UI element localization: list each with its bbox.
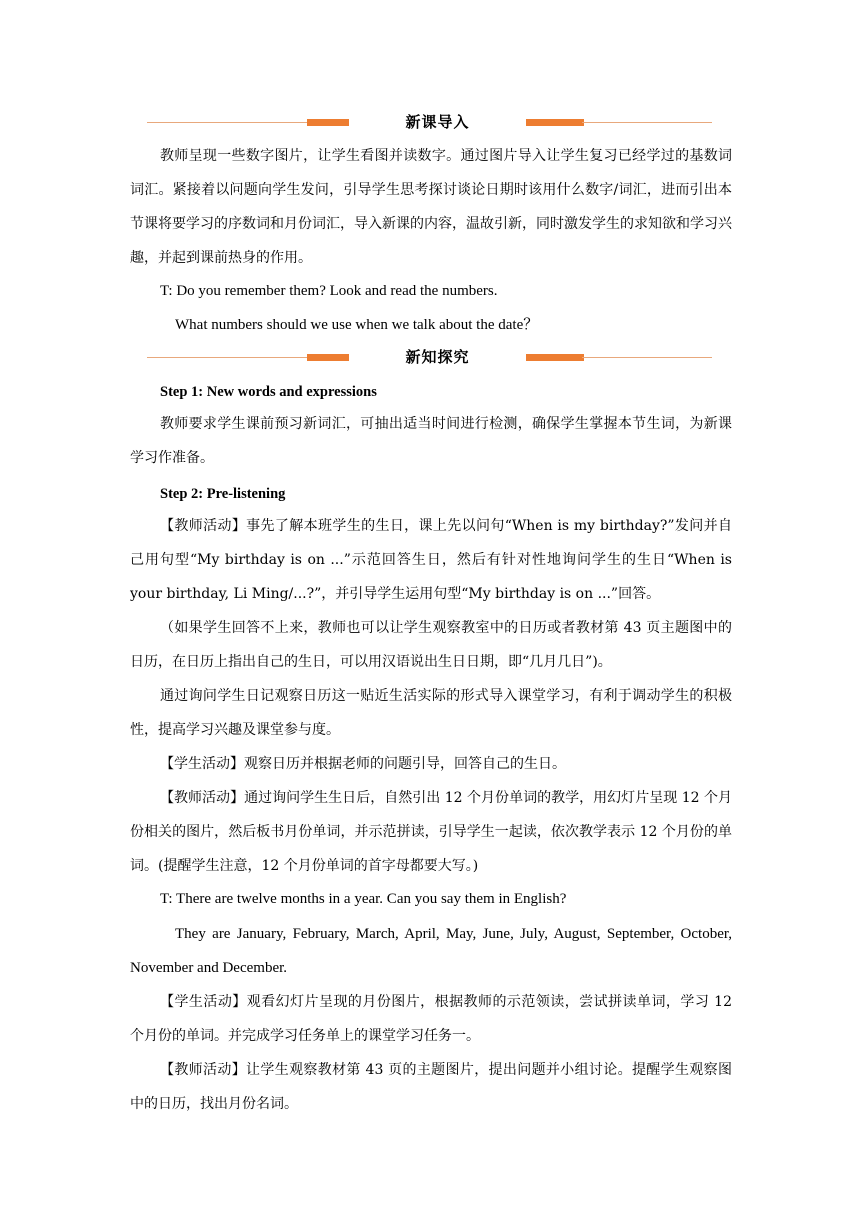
header-rule-right	[582, 122, 712, 123]
header-rule-left	[147, 357, 307, 358]
teacher-activity-2: 【教师活动】通过询问学生生日后，自然引出 12 个月份单词的教学，用幻灯片呈现 12 个月份相关的图片，然后板书月份单词，并示范拼读，引导学生一起读，依次教学表示 12 个月份的单词。(提醒学生注意，12 个月份单词的首字母都要大写。)	[130, 790, 732, 874]
header-accent-bar-right	[526, 354, 584, 361]
header-accent-bar-right	[526, 119, 584, 126]
section-header-explore	[147, 346, 712, 370]
intro-paragraph: 教师呈现一些数字图片，让学生看图并读数字。通过图片导入让学生复习已经学过的基数词词汇。紧接着以问题向学生发问，引导学生思考探讨谈论日期时该用什么数字/词汇，进而引出本节课将要学习的序数词和月份词汇，导入新课的内容，温故引新，同时激发学生的求知欲和学习兴趣，并起到课前热身的作用。	[130, 148, 732, 266]
intro-teacher-line: T: Do you remember them? Look and read the numbers.	[160, 283, 498, 299]
reason-paragraph: 通过询问学生日记观察日历这一贴近生活实际的形式导入课堂学习，有利于调动学生的积极性，提高学习兴趣及课堂参与度。	[130, 688, 732, 738]
months-teacher-line: T: There are twelve months in a year. Can you say them in English?	[160, 891, 567, 907]
intro-question-line: What numbers should we use when we talk about the date？	[175, 317, 539, 333]
header-rule-right	[582, 357, 712, 358]
step1-title: Step 1: New words and expressions	[160, 384, 377, 400]
header-accent-bar-left	[307, 354, 349, 361]
months-answer: They are January, February, March, April, May, June, July, August, September, October, November and December.	[130, 926, 732, 976]
teacher-note: （如果学生回答不上来，教师也可以让学生观察教室中的日历或者教材第 43 页主题图中的日历，在日历上指出自己的生日，可以用汉语说出生日日期，即“几月几日”)。	[130, 620, 732, 670]
step2-title: Step 2: Pre-listening	[160, 486, 286, 502]
student-activity-1: 【学生活动】观察日历并根据老师的问题引导，回答自己的生日。	[160, 756, 566, 772]
teacher-activity-3: 【教师活动】让学生观察教材第 43 页的主题图片，提出问题并小组讨论。提醒学生观察图中的日历，找出月份名词。	[130, 1062, 732, 1112]
student-activity-2: 【学生活动】观看幻灯片呈现的月份图片，根据教师的示范领读，尝试拼读单词，学习 12 个月份的单词。并完成学习任务单上的课堂学习任务一。	[130, 994, 732, 1044]
section-header-intro	[147, 111, 712, 135]
header-rule-left	[147, 122, 307, 123]
section-title-intro: 新课导入	[405, 113, 470, 131]
teacher-activity-1: 【教师活动】事先了解本班学生的生日，课上先以问句“When is my birthday?”发问并自己用句型“My birthday is on ...”示范回答生日，然后有针对性地询问学生的生日“When is your birthday, Li Ming/...?”，并引导学生运用句型“My birthday is on ...”回答。	[130, 518, 732, 602]
section-title-explore: 新知探究	[405, 348, 470, 366]
header-accent-bar-left	[307, 119, 349, 126]
step1-paragraph: 教师要求学生课前预习新词汇，可抽出适当时间进行检测，确保学生掌握本节生词，为新课学习作准备。	[130, 416, 732, 466]
